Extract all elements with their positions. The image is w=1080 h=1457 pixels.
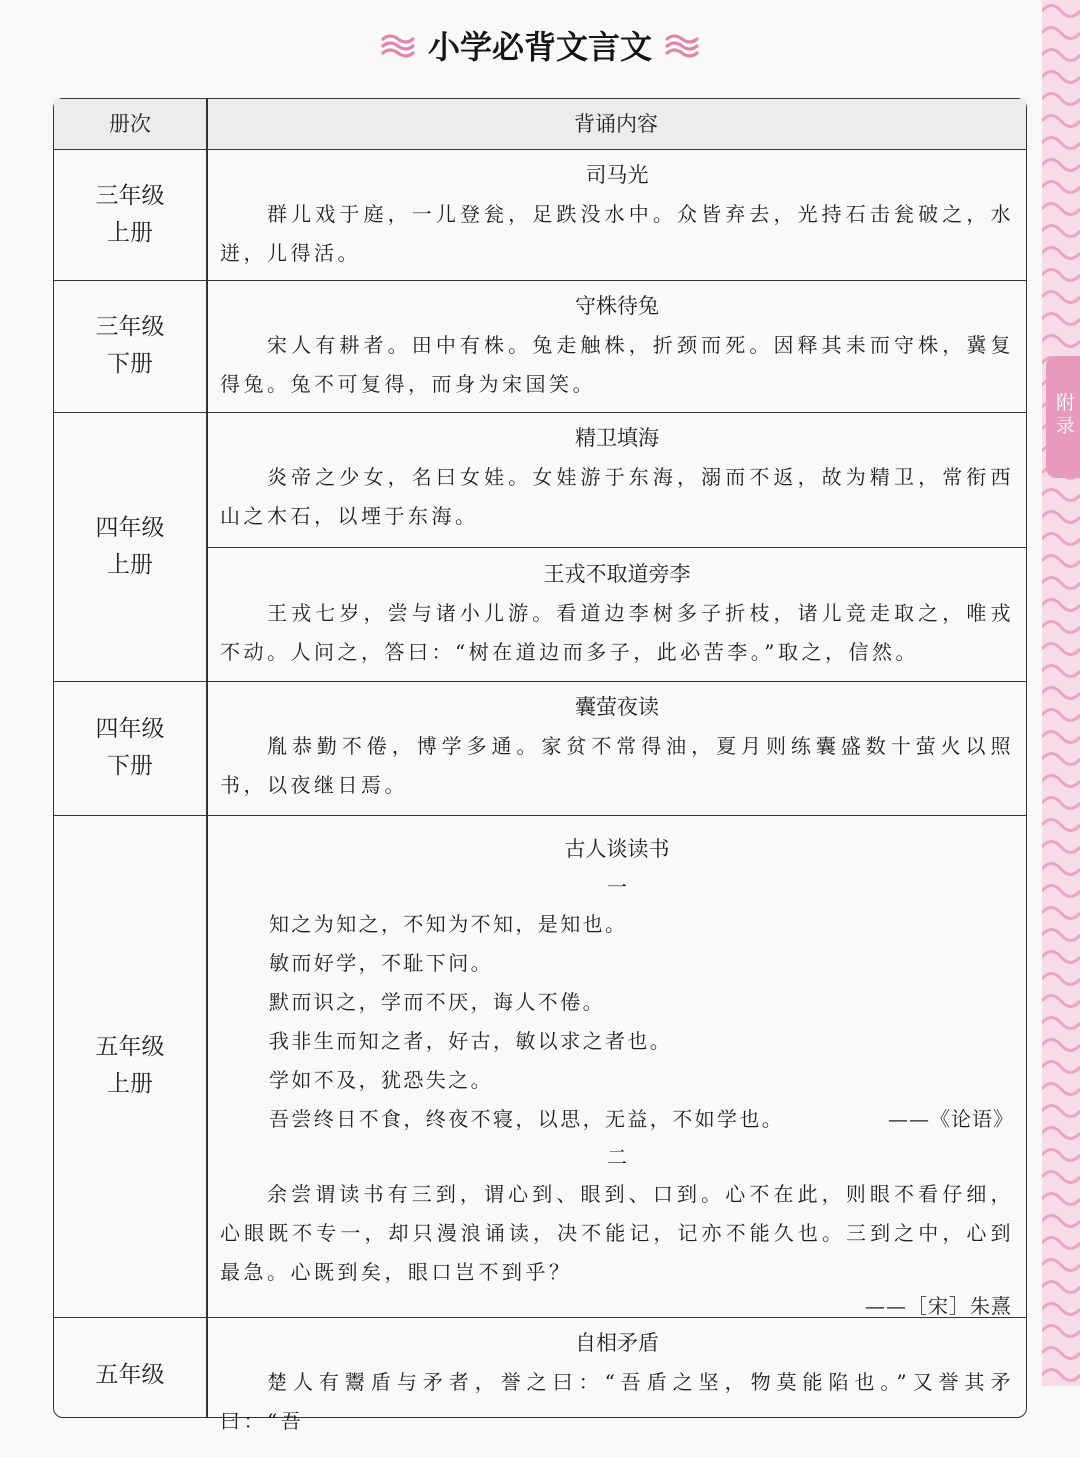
grade-year: 五年级 xyxy=(95,1362,165,1388)
text-source: ——［宋］朱熹 xyxy=(865,1294,1012,1318)
content-cell xyxy=(208,1317,1026,1457)
text-body: 胤恭勤不倦，博学多通。家贫不常得油，夏月则练囊盛数十萤火以照书，以夜继日焉。 xyxy=(220,734,1014,797)
grade-year: 四年级 xyxy=(95,514,165,541)
grade-term: 下册 xyxy=(107,351,153,377)
header-content: 背诵内容 xyxy=(574,112,658,136)
grade-cell xyxy=(54,815,206,1317)
page-title-bar xyxy=(0,22,1080,68)
grade-year: 五年级 xyxy=(95,1034,165,1060)
grade-cell xyxy=(54,681,206,815)
grade-term: 下册 xyxy=(107,753,153,779)
text-title: 自相矛盾 xyxy=(575,1331,659,1355)
table-row xyxy=(54,815,1026,1318)
text-body: 王戎七岁，尝与诸小儿游。看道边李树多子折枝，诸儿竞走取之，唯戎不动。人问之，答曰：“树在道边而多子，此必苦李。”取之，信然。 xyxy=(220,601,1014,664)
page-edge-decoration xyxy=(1042,0,1080,1386)
content-cell xyxy=(208,412,1026,681)
quote-line: 默而识之，学而不厌，诲人不倦。 xyxy=(269,990,605,1014)
grade-term: 上册 xyxy=(107,1071,153,1097)
text-body: 余尝谓读书有三到，谓心到、眼到、口到。心不在此，则眼不看仔细，心眼既不专一，却只漫浪诵读，决不能记，记亦不能久也。三到之中，心到最急。心既到矣，眼口岂不到乎？ xyxy=(220,1182,1014,1284)
quote-line: 敏而好学，不耻下问。 xyxy=(269,951,493,975)
table-row xyxy=(54,412,1026,682)
quote-source: ——《论语》 xyxy=(888,1107,1014,1131)
wave-ornament-icon xyxy=(665,32,699,58)
text-block xyxy=(208,412,1026,547)
content-cell xyxy=(208,280,1026,412)
grade-year: 四年级 xyxy=(95,716,165,742)
quote-text: 吾尝终日不食，终夜不寝，以思，无益，不如学也。 xyxy=(269,1107,785,1131)
content-cell xyxy=(208,149,1026,280)
text-body: 炎帝之少女，名曰女娃。女娃游于东海，溺而不返，故为精卫，常衔西山之木石，以堙于东海。 xyxy=(220,465,1014,528)
content-cell xyxy=(208,815,1026,1317)
grade-year: 三年级 xyxy=(95,314,165,340)
section-number: 一 xyxy=(607,875,627,899)
grade-cell xyxy=(54,280,206,412)
wave-ornament-icon xyxy=(381,32,415,58)
quote-line xyxy=(208,1100,1026,1139)
text-title: 王戎不取道旁李 xyxy=(543,562,691,586)
table-row xyxy=(54,280,1026,413)
grade-term: 上册 xyxy=(107,551,153,578)
text-title: 精卫填海 xyxy=(575,426,659,450)
quote-line: 我非生而知之者，好古，敏以求之者也。 xyxy=(269,1029,673,1053)
quote-line: 知之为知之，不知为不知，是知也。 xyxy=(269,912,628,936)
text-body: 群儿戏于庭，一儿登瓮，足跌没水中。众皆弃去，光持石击瓮破之，水迸，儿得活。 xyxy=(220,202,1014,265)
table-header xyxy=(54,99,1026,150)
recitation-table xyxy=(53,98,1027,1433)
grade-cell xyxy=(54,412,206,681)
text-body: 宋人有耕者。田中有株。兔走触株，折颈而死。因释其耒而守株，冀复得兔。兔不可复得，而身为宋国笑。 xyxy=(220,333,1014,396)
quote-line: 学如不及，犹恐失之。 xyxy=(269,1068,493,1092)
appendix-side-tab: 附录 xyxy=(1046,356,1080,478)
content-cell xyxy=(208,681,1026,815)
text-title: 司马光 xyxy=(585,163,649,187)
text-title: 囊萤夜读 xyxy=(575,695,659,719)
text-title: 古人谈读书 xyxy=(564,837,670,861)
header-grade: 册次 xyxy=(109,112,151,136)
grade-term: 上册 xyxy=(107,219,153,246)
grade-year: 三年级 xyxy=(95,182,165,209)
text-body: 楚人有鬻盾与矛者，誉之曰：“吾盾之坚，物莫能陷也。”又誉其矛曰：“吾 xyxy=(220,1370,1014,1433)
page-title: 小学必背文言文 xyxy=(427,28,652,66)
section-number: 二 xyxy=(607,1145,627,1169)
grade-cell xyxy=(54,149,206,280)
table-row xyxy=(54,1317,1026,1457)
table-row xyxy=(54,681,1026,816)
text-block xyxy=(208,547,1026,682)
table-row xyxy=(54,149,1026,281)
grade-cell xyxy=(54,1317,206,1457)
text-title: 守株待兔 xyxy=(575,294,659,318)
